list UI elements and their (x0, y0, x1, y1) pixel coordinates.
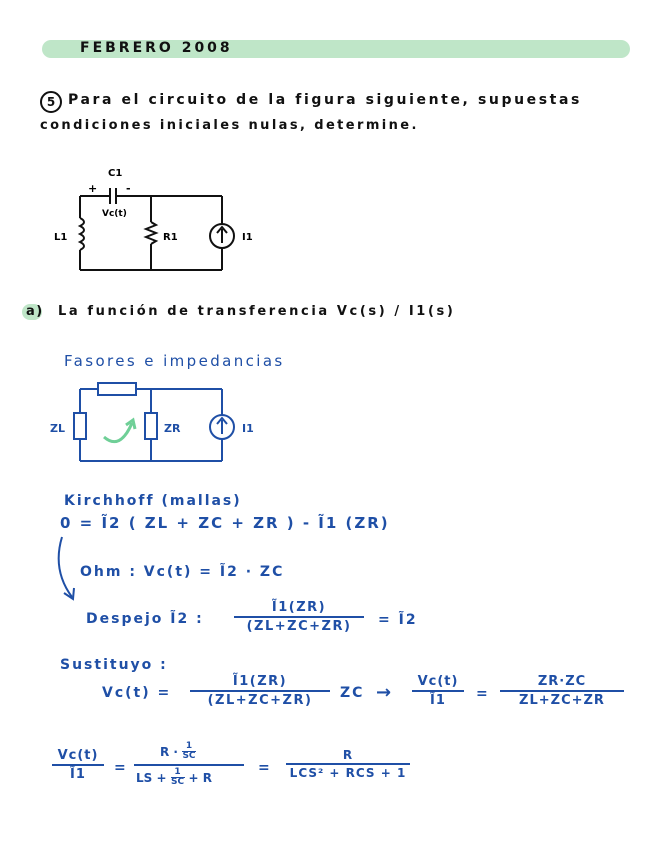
ratio-fraction (412, 674, 464, 708)
ratio-rhs-numerator: ZR·ZC (537, 674, 587, 689)
ratio-rhs-fraction (500, 674, 624, 708)
problem-number-badge (40, 91, 62, 113)
circuit1-vc-label: Vc(t) (102, 209, 127, 219)
ratio-equals: = (476, 686, 488, 702)
final-mid-den-sub-den: SC (170, 777, 185, 787)
circuit1-source-label: I1 (242, 232, 253, 243)
sust-numerator: Ĩ1(ZR) (232, 674, 288, 689)
final-mid-fraction (134, 742, 244, 800)
final-mid-den-left: LS + (136, 770, 167, 785)
ratio-denominator: Ĩ1 (430, 693, 446, 708)
sustituyo-title: Sustituyo : (60, 657, 168, 673)
problem-text-line2: condiciones iniciales nulas, determine. (40, 118, 419, 133)
final-lhs-numerator: Vc(t) (57, 748, 99, 763)
final-rhs-numerator: R (342, 748, 354, 762)
sust-denominator: (ZL+ZC+ZR) (207, 693, 313, 708)
ohm-equation: Ohm : Vc(t) = Ĩ2 · ZC (80, 564, 285, 580)
circuit1-minus: - (126, 182, 131, 195)
fraction-bar (412, 690, 464, 692)
final-mid-den-sub-num: 1 (174, 767, 181, 777)
despejo-denominator: (ZL+ZC+ZR) (246, 619, 352, 634)
part-a-label: a) (26, 304, 44, 319)
phasors-title: Fasores e impedancias (64, 352, 285, 370)
problem-text-line1: Para el circuito de la figura siguiente, supuestas (68, 92, 582, 108)
final-mid-num-r: R · (160, 744, 178, 759)
sust-factor: ZC (340, 685, 365, 701)
final-mid-den-right: + R (188, 770, 213, 785)
fraction-bar (500, 690, 624, 692)
ratio-numerator: Vc(t) (417, 674, 459, 689)
implies-arrow: → (376, 682, 392, 703)
ratio-rhs-denominator: ZL+ZC+ZR (519, 693, 605, 708)
circuit1-plus: + (88, 182, 98, 195)
part-a-text: La función de transferencia Vc(s) / I1(s) (58, 304, 456, 319)
circuit1-cap-label: C1 (108, 168, 123, 179)
phasor-source-label: I1 (242, 422, 254, 435)
final-mid-numerator (160, 742, 196, 761)
kvl-equation: 0 = Ĩ2 ( ZL + ZC + ZR ) - Ĩ1 (ZR) (60, 514, 390, 532)
fraction-bar (286, 763, 410, 765)
final-lhs-fraction (52, 748, 104, 782)
circuit-diagram-1 (40, 160, 280, 290)
page-title: FEBRERO 2008 (80, 40, 233, 56)
circuit-diagram-2 (40, 375, 270, 470)
final-mid-num-subfraction (182, 742, 196, 761)
fraction-bar (190, 690, 330, 692)
final-equals-2: = (258, 760, 270, 776)
final-rhs-denominator: LCS² + RCS + 1 (289, 766, 407, 780)
final-mid-den-subfraction (171, 768, 185, 787)
final-lhs-denominator: Ĩ1 (70, 767, 86, 782)
despejo-result: = Ĩ2 (378, 612, 418, 628)
circuit1-resistor-label: R1 (163, 232, 178, 243)
final-mid-num-sub-num: 1 (185, 741, 193, 751)
sust-fraction (190, 674, 330, 708)
despejo-label: Despejo Ĩ2 : (86, 611, 204, 627)
final-equals-1: = (114, 760, 126, 776)
flow-arrow-icon (52, 535, 82, 605)
sust-lhs: Vc(t) = (102, 685, 172, 701)
final-rhs-fraction (286, 748, 410, 780)
phasor-zr-label: ZR (164, 422, 181, 435)
mesh-current-arrow-icon (104, 423, 132, 442)
phasor-zl-label: ZL (50, 422, 65, 435)
kirchhoff-title: Kirchhoff (mallas) (64, 493, 242, 509)
fraction-bar (234, 616, 364, 618)
despejo-fraction (234, 600, 364, 634)
circuit1-inductor-label: L1 (54, 232, 68, 243)
final-mid-num-sub-den: SC (182, 751, 196, 761)
despejo-numerator: Ĩ1(ZR) (271, 600, 327, 615)
problem-number: 5 (46, 95, 56, 109)
fraction-bar (134, 764, 244, 766)
final-mid-denominator (136, 768, 212, 787)
fraction-bar (52, 764, 104, 766)
